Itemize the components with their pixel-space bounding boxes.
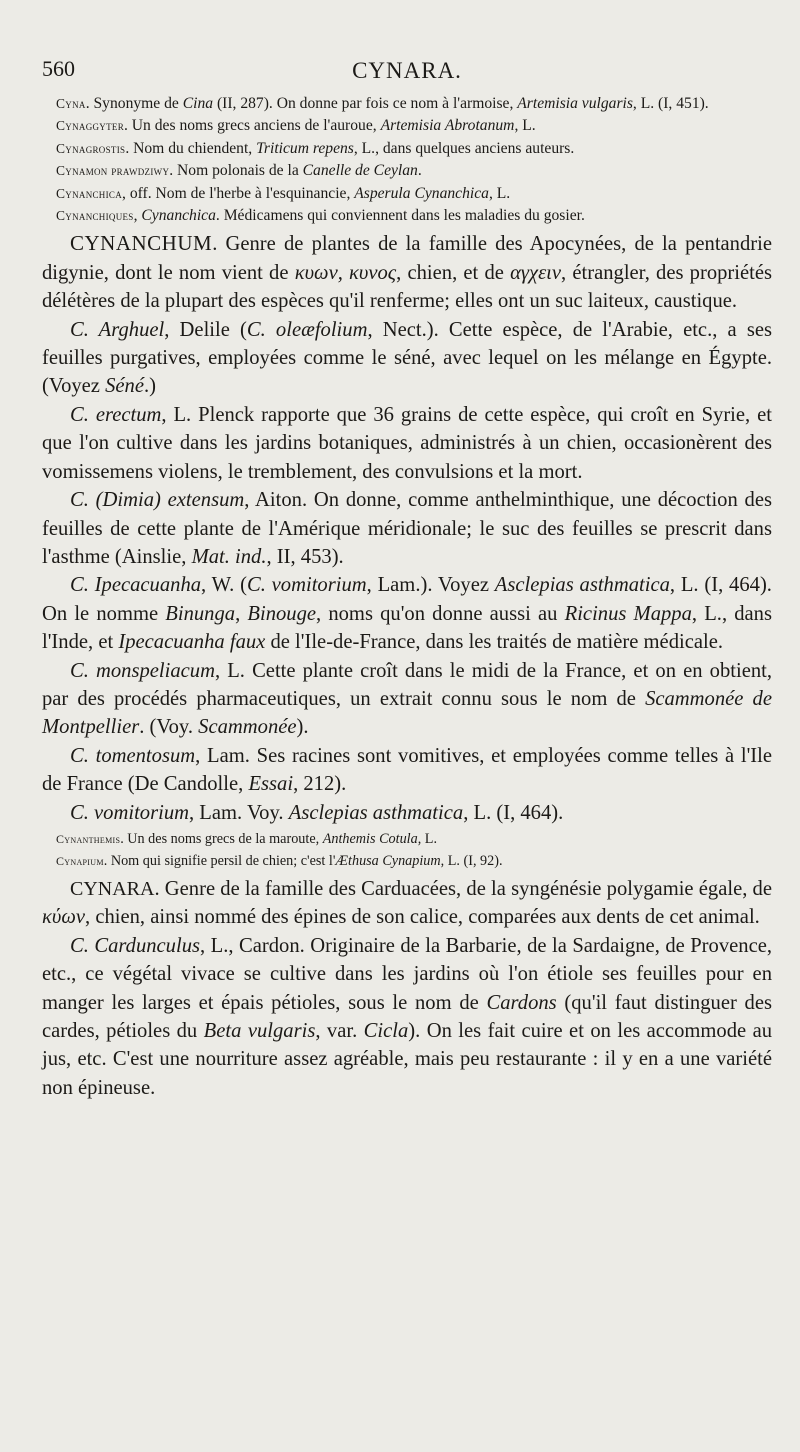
entry-text: , L. xyxy=(488,184,511,202)
entry-italic: C. (Dimia) extensum xyxy=(70,489,245,512)
entry-italic: Cina xyxy=(182,95,214,112)
entry-text: . Nom qui signifie persil de chien; c'est l' xyxy=(103,852,336,869)
entry-text: , L., Cardon. Originaire de la Barbarie, de la Sardaigne, de Provence, etc., ce végétal vivace se cultive dans les jardins où l'on étiole ses feuilles pour en manger les larges et épais pétioles, sous le nom de xyxy=(42,934,772,1014)
entry-text: , L. (I, 464). On le nomme xyxy=(42,574,772,625)
entry-italic: C. Arghuel xyxy=(70,318,165,341)
headword: CYNARA xyxy=(70,877,155,900)
entry-italic: Binouge xyxy=(247,602,317,625)
entry-text: , L., dans quelques anciens auteurs. xyxy=(353,139,575,157)
greek-word: αγχειν xyxy=(510,261,562,284)
entry-text: , Delile ( xyxy=(164,318,247,341)
page-header xyxy=(42,56,772,94)
entry-text: . Un des noms grecs de la maroute, xyxy=(120,830,323,847)
entry-cynanchiques xyxy=(42,206,772,226)
entry-italic: Cardons xyxy=(486,991,557,1014)
entry-text: , L. Plenck rapporte que 36 grains de cette espèce, qui croît en Syrie, et que l'on cultive dans les jardins botaniques, administrés à un chien, occasionèrent des vomissemens violens, le tremblement, des convulsions et la mort. xyxy=(42,403,772,483)
headword: Cyna xyxy=(56,96,86,111)
entry-text: .) xyxy=(143,375,156,398)
entry-italic: Anthemis Cotula xyxy=(322,830,418,847)
entry-text: . Un des noms grecs anciens de l'auroue, xyxy=(124,117,381,135)
headword: Cynaggyter xyxy=(56,118,124,134)
entry-monspeliacum xyxy=(42,657,772,742)
entry-text: , L. xyxy=(514,117,536,135)
entry-text: . Médicamens qui conviennent dans les maladies du gosier. xyxy=(215,207,585,225)
headword: Cynanchiques xyxy=(56,208,134,224)
greek-word: κύων xyxy=(42,906,86,929)
entry-text: . Nom du chiendent, xyxy=(125,139,257,157)
entry-cynanchum xyxy=(42,229,772,315)
entry-italic: Asperula Cynanchica xyxy=(354,184,489,202)
entry-text: , L. (I, 464). xyxy=(463,801,564,824)
entry-text: . (Voy. xyxy=(139,716,199,739)
entry-italic: Mat. ind. xyxy=(191,545,267,568)
entry-text: , chien, et de xyxy=(396,261,511,284)
entry-text: , 212). xyxy=(293,773,347,796)
entry-vomitorium xyxy=(42,799,772,827)
entry-italic: Æthusa Cynapium xyxy=(335,852,441,869)
entry-cynaggyter xyxy=(42,116,772,136)
entry-arghuel xyxy=(42,316,772,401)
entry-italic: C. tomentosum xyxy=(70,744,196,767)
entry-text: , Lam. Ses racines sont vomitives, et employées comme telles à l'Ile de France (De Candolle, xyxy=(42,744,773,796)
entry-italic: Artemisia vulgaris xyxy=(517,95,633,112)
greek-word: κυων, κυνος xyxy=(294,261,397,284)
entry-cynanthemis xyxy=(42,829,772,849)
entry-cynapium xyxy=(42,851,772,871)
entry-text: , Nect.). Cette espèce, de l'Arabie, etc., a ses feuilles purgatives, employées comme le séné, avec lequel on les mélange en Égypte. (Voyez xyxy=(42,318,772,398)
entry-extensum xyxy=(42,486,772,571)
entry-italic: Séné xyxy=(105,375,144,398)
entry-italic: C. erectum xyxy=(70,403,162,426)
page-number: 560 xyxy=(42,56,75,81)
entry-text: , var. xyxy=(315,1020,364,1042)
entry-text: , Lam.). Voyez xyxy=(366,574,495,597)
headword: Cynanthemis xyxy=(56,831,121,846)
headword: Cynagrostis xyxy=(56,140,126,156)
headword: Cynamon prawdziwy xyxy=(56,163,170,179)
entry-italic: Artemisia Abrotanum xyxy=(380,117,515,135)
entry-italic: Ricinus Mappa xyxy=(564,602,692,625)
headword: Cynanchica xyxy=(56,185,123,201)
entry-italic: Ipecacuanha faux xyxy=(118,631,266,654)
entry-erectum xyxy=(42,401,772,486)
entry-text: , xyxy=(133,207,142,225)
entry-italic: C. vomitorium xyxy=(246,574,367,597)
entry-italic: C. oleæfolium xyxy=(246,318,368,341)
entry-text: , Lam. Voy. xyxy=(189,801,289,824)
entry-ipecacuanha xyxy=(42,571,772,656)
entry-text: ). xyxy=(296,716,309,739)
entry-text: . Synonyme de xyxy=(85,95,183,112)
entry-cyna xyxy=(42,94,772,114)
entry-italic: C. vomitorium xyxy=(70,801,189,824)
entry-text: . xyxy=(417,162,422,180)
entry-text: , xyxy=(235,602,248,625)
entry-text: , Aiton. On donne, comme anthelminthique, une décoction des feuilles de cette plante de l'Amérique méridionale; le suc des feuilles se prescrit dans l'asthme (Ainslie, xyxy=(42,489,772,568)
running-head: CYNARA. xyxy=(352,58,462,83)
entry-text: , L. (I, 92). xyxy=(440,852,503,869)
entry-text: (qu'il faut distinguer des cardes, pétioles du xyxy=(42,991,772,1042)
entry-text: , L., dans l'Inde, et xyxy=(42,602,772,654)
entry-italic: Beta vulgaris xyxy=(203,1020,316,1042)
entry-italic: Triticum repens xyxy=(256,139,354,157)
entry-italic: Binunga xyxy=(165,602,236,625)
entry-italic: Scammonée de Montpellier xyxy=(42,687,772,739)
entry-italic: C. Ipecacuanha xyxy=(70,574,202,597)
entry-text: , L. xyxy=(417,830,438,847)
entry-text: , chien, ainsi nommé des épines de son calice, comparées aux dents de cet animal. xyxy=(85,906,760,929)
entry-italic: Cynanchica xyxy=(141,207,216,225)
entry-italic: Cicla xyxy=(363,1020,409,1042)
entry-text: , W. ( xyxy=(201,574,247,597)
entry-text: , noms qu'on donne aussi au xyxy=(316,602,565,625)
entry-italic: C. Cardunculus xyxy=(70,934,201,957)
entry-italic: Scammonée xyxy=(198,716,297,739)
entry-text: . Genre de plantes de la famille des Apocynées, de la pentandrie digynie, dont le nom vient de xyxy=(42,233,772,284)
entry-text: . Genre de la famille des Carduacées, de la syngénésie polygamie égale, de xyxy=(154,877,772,900)
headword: CYNANCHUM xyxy=(70,231,213,256)
entry-text: (II, 287). On donne par fois ce nom à l'armoise, xyxy=(213,95,518,112)
entry-cynamon xyxy=(42,161,772,181)
entry-text: , L. Cette plante croît dans le midi de la France, et on en obtient, par des procédés pharmaceutiques, un extrait connu sous le nom de xyxy=(42,659,772,710)
entry-cynara xyxy=(42,875,772,932)
entry-cynanchica xyxy=(42,184,772,204)
entry-text: ). On les fait cuire et on les accommode au jus, etc. C'est une nourriture assez agréable, mais peu restaurante : il y en a une variété non épineuse. xyxy=(42,1020,773,1099)
entry-text: de l'Ile-de-France, dans les traités de matière médicale. xyxy=(265,631,724,654)
entry-text: , II, 453). xyxy=(266,545,344,568)
entry-italic: Asclepias asthmatica xyxy=(494,574,670,597)
entry-text: , off. Nom de l'herbe à l'esquinancie, xyxy=(122,184,355,202)
entry-text: , L. (I, 451). xyxy=(632,95,709,112)
entry-cynagrostis xyxy=(42,139,772,159)
entry-cardunculus xyxy=(42,932,772,1102)
entry-italic: Canelle de Ceylan xyxy=(302,162,418,180)
headword: Cynapium xyxy=(56,853,104,868)
entry-italic: Asclepias asthmatica xyxy=(288,801,464,824)
entry-text: , étrangler, des propriétés délétères de la plupart des espèces qu'il renferme; elles ont un suc laiteux, caustique. xyxy=(42,261,773,313)
entry-text: . Nom polonais de la xyxy=(169,162,303,180)
entry-tomentosum xyxy=(42,742,772,799)
entry-italic: C. monspeliacum xyxy=(70,659,215,682)
entry-italic: Essai xyxy=(248,773,294,796)
